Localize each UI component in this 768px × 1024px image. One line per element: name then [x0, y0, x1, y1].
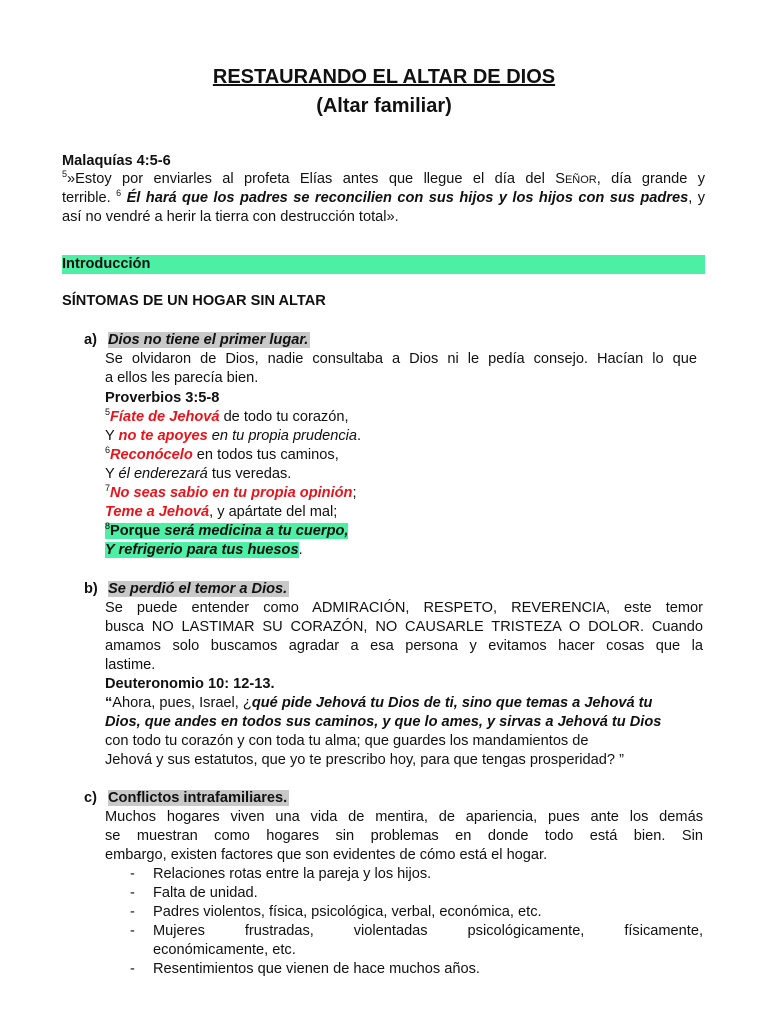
list-item: Falta de unidad.	[153, 885, 258, 901]
section-c-paragraph-3: embargo, existen factores que son evidentes de cómo está el hogar.	[105, 847, 548, 863]
list-item: Relaciones rotas entre la pareja y los hijos.	[153, 866, 432, 882]
page-title: RESTAURANDO EL ALTAR DE DIOS	[212, 66, 556, 88]
intro-highlight	[62, 255, 705, 274]
deuteronomio-line-2: Dios, que andes en todos sus caminos, y que lo ames, y sirvas a Jehová tu Dios	[105, 714, 662, 730]
section-c-paragraph-1: Muchos hogares viven una vida de mentira, de apariencia, pues ante los demás	[105, 809, 703, 825]
section-a-heading: Dios no tiene el primer lugar.	[108, 332, 309, 348]
section-a-paragraph: Se olvidaron de Dios, nadie consultaba a Dios ni le pedía consejo. Hacían lo que	[105, 351, 697, 367]
proverbios-line-2: Y no te apoyes en tu propia prudencia.	[105, 428, 362, 444]
list-bullet: -	[130, 885, 135, 901]
section-c-paragraph-2: se muestran como hogares sin problemas en donde todo está bien. Sin	[105, 828, 703, 844]
intro-heading: Introducción	[62, 256, 151, 272]
proverbios-reference: Proverbios 3:5-8	[105, 390, 220, 406]
list-item: Resentimientos que vienen de hace muchos años.	[153, 961, 480, 977]
deuteronomio-line-4: Jehová y sus estatutos, que yo te prescribo hoy, para que tengas prosperidad? ”	[105, 752, 624, 768]
section-b-paragraph-4: lastime.	[105, 657, 156, 673]
proverbios-line-4: Y él enderezará tus veredas.	[105, 466, 292, 482]
section-c-heading: Conflictos intrafamiliares.	[108, 790, 288, 806]
section-a-label: a)	[84, 332, 97, 348]
section-a-paragraph-end: a ellos les parecía bien.	[105, 370, 259, 386]
sintomas-heading: SÍNTOMAS DE UN HOGAR SIN ALTAR	[62, 293, 326, 309]
proverbios-line-3: $^6$Reconócelo en todos tus caminos,	[105, 445, 339, 463]
proverbios-line-7: $^8$Porque será medicina a tu cuerpo,	[105, 521, 349, 539]
proverbios-line-8: Y refrigerio para tus huesos.	[105, 542, 303, 558]
section-b-paragraph-1: Se puede entender como ADMIRACIÓN, RESPETO, REVERENCIA, este temor	[105, 600, 703, 616]
list-item: Padres violentos, física, psicológica, verbal, económica, etc.	[153, 904, 542, 920]
proverbios-line-1: $^5$Fíate de Jehová de todo tu corazón,	[105, 407, 349, 425]
proverbios-line-6: Teme a Jehová, y apártate del mal;	[105, 504, 338, 520]
verse-number: 5	[62, 169, 68, 180]
verse-number: 5	[105, 407, 111, 418]
list-bullet: -	[130, 866, 135, 882]
page-subtitle: (Altar familiar)	[316, 95, 452, 117]
section-c-label: c)	[84, 790, 97, 806]
proverbios-line-5: $^7$No seas sabio en tu propia opinión;	[105, 483, 357, 501]
deuteronomio-reference: Deuteronomio 10: 12-13.	[105, 676, 275, 692]
malaquias-line-2: terrible. $^6$ Él hará que los padres se reconcilien con sus hijos y los hijos con sus padres, y	[62, 188, 706, 206]
list-item: Mujeres frustradas, violentadas psicológicamente, físicamente,	[153, 923, 703, 939]
verse-number: 8	[105, 521, 111, 532]
deuteronomio-line-3: con todo tu corazón y con toda tu alma; que guardes los mandamientos de	[105, 733, 589, 749]
section-b-heading: Se perdió el temor a Dios.	[108, 581, 288, 597]
section-b-paragraph-3: amamos solo buscamos agradar a esa persona y evitamos hacer cosas que la	[105, 638, 703, 654]
deuteronomio-line-1: “Ahora, pues, Israel, ¿qué pide Jehová tu Dios de ti, sino que temas a Jehová tu	[105, 695, 653, 711]
list-bullet: -	[130, 904, 135, 920]
verse-number: 7	[105, 483, 111, 494]
list-bullet: -	[130, 961, 135, 977]
verse-number: 6	[105, 445, 111, 456]
section-b-paragraph-2: busca NO LASTIMAR SU CORAZÓN, NO CAUSARLE TRISTEZA O DOLOR. Cuando	[105, 619, 703, 635]
list-item-continuation: económicamente, etc.	[153, 942, 296, 958]
malaquias-reference: Malaquías 4:5-6	[62, 153, 171, 169]
verse-number: 6	[116, 188, 122, 199]
section-b-label: b)	[84, 581, 98, 597]
malaquias-line-3: así no vendré a herir la tierra con destrucción total».	[62, 209, 399, 225]
malaquias-line-1: $^5$»Estoy por enviarles al profeta Elías antes que llegue el día del SEÑOR, día grande y	[62, 169, 705, 187]
list-bullet: -	[130, 923, 135, 939]
